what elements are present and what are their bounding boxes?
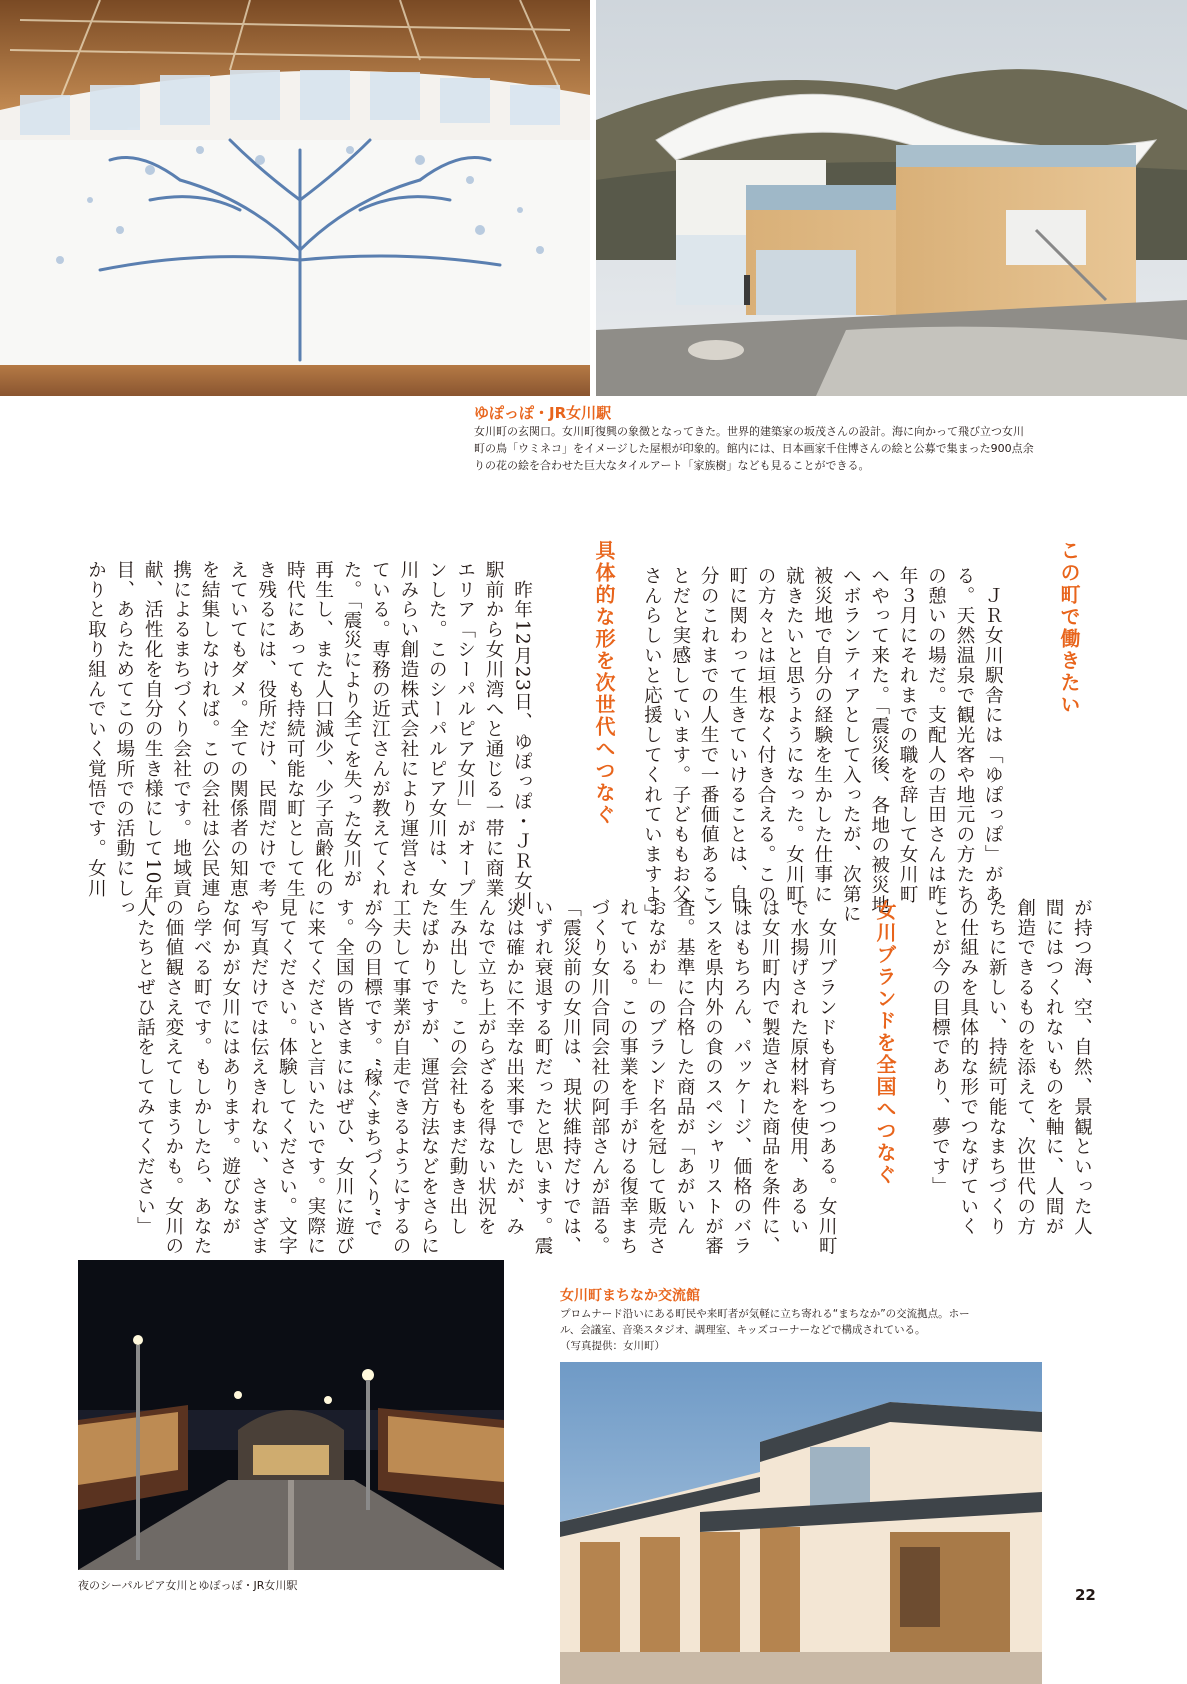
text-line: ことが今の目標であり、夢です」 xyxy=(929,898,951,1197)
text-line: かりと取り組んでいく覚悟です。女川 xyxy=(85,560,107,899)
text-line: 見てください。体験してください。文字 xyxy=(276,898,298,1257)
text-line: す。全国の皆さまにはぜひ、女川に遊び xyxy=(333,898,355,1257)
right-caption-title: 女川町まちなか交流館 xyxy=(560,1288,700,1304)
text-line: エリア「シーパルピア女川」がオープ xyxy=(454,560,476,899)
text-line: 女川ブランドも育ちつつある。女川町 xyxy=(816,898,838,1257)
heading-work-here: この町で働きたい xyxy=(1057,540,1081,716)
caption-line: （写真提供：女川町） xyxy=(560,1340,665,1352)
caption-line: ル、会議室、音楽スタジオ、調理室、キッズコーナーなどで構成されている。 xyxy=(560,1324,926,1336)
caption-line: りの花の絵を合わせた巨大なタイルアート「家族樹」なども見ることができる。 xyxy=(474,459,870,472)
text-line: 川みらい創造株式会社により運営され xyxy=(397,560,419,899)
text-line: 年３月にそれまでの職を辞して女川町 xyxy=(897,566,919,905)
text-line: えていてもダメ。全ての関係者の知恵 xyxy=(227,560,249,899)
text-line: ている。専務の近江さんが教えてくれ xyxy=(369,560,391,899)
text-line: 災は確かに不幸な出来事でしたが、み xyxy=(503,898,525,1237)
night-photo-caption: 夜のシーパルピア女川とゆぽっぽ・JR女川駅 xyxy=(78,1579,298,1592)
text-line: とだと実感しています。子どももお父 xyxy=(669,566,691,905)
text-line: の方々とは垣根なく付き合える。この xyxy=(755,566,777,905)
text-line: 昨年12月23日、ゆぽっぽ・ＪＲ女川 xyxy=(511,560,533,912)
community-hall-photo xyxy=(560,1362,1042,1684)
station-building-photo xyxy=(596,0,1187,396)
text-line: 間にはつくれないものを軸に、人間が xyxy=(1043,898,1065,1237)
text-line: んなで立ち上がらざるを得ない状況を xyxy=(475,898,497,1237)
text-line: 駅前から女川湾へと通じる一帯に商業 xyxy=(483,560,505,899)
page-number: 22 xyxy=(1075,1586,1096,1604)
text-line: 時代にあっても持続可能な町として生 xyxy=(284,560,306,899)
text-line: で水揚げされた原材料を使用、あるい xyxy=(787,898,809,1237)
text-line: の仕組みを具体的な形でつなげていく xyxy=(957,898,979,1237)
text-line: き残るには、役所だけ、民間だけで考 xyxy=(255,560,277,899)
text-line: さんらしいと応援してくれていますよ」 xyxy=(641,566,663,925)
text-line: は女川町内で製造された商品を条件に、 xyxy=(759,898,781,1257)
text-line: 創造できるものを添えて、次世代の方 xyxy=(1014,898,1036,1237)
text-line: や写真だけでは伝えきれない、さまざま xyxy=(248,898,270,1257)
text-line: 査。基準に合格した商品が「あがいん xyxy=(674,898,696,1237)
text-line: 「震災前の女川は、現状維持だけでは、 xyxy=(560,898,582,1257)
text-line: 分のこれまでの人生で一番価値あるこ xyxy=(698,566,720,905)
text-line: おながわ」のブランド名を冠して販売さ xyxy=(645,898,667,1257)
upper-paragraph-2 xyxy=(81,560,536,919)
text-line: へやって来た。「震災後、各地の被災地 xyxy=(868,566,890,915)
text-line: ンスを県内外の食のスペシャリストが審 xyxy=(702,898,724,1257)
heading-next-generation: 具体的な形を次世代へつなぐ xyxy=(592,540,616,826)
text-line: 工夫して事業が自走できるようにするの xyxy=(390,898,412,1257)
text-line: 人たちとぜひ話をしてみてください」 xyxy=(134,898,156,1237)
text-line: た。「震災により全てを失った女川が xyxy=(341,560,363,889)
right-caption-body xyxy=(560,1306,970,1354)
text-line: いずれ衰退する町だったと思います。震 xyxy=(532,898,554,1257)
text-line: 町に関わって生きていけることは、自 xyxy=(726,566,748,905)
text-line: 再生し、また人口減少、少子高齢化の xyxy=(312,560,334,899)
text-line: な何かが女川にはあります。遊びなが xyxy=(219,898,241,1237)
lower-paragraph-1 xyxy=(925,898,1095,1237)
top-caption-body xyxy=(474,423,1034,474)
text-line: づくり女川合同会社の阿部さんが語る。 xyxy=(588,898,610,1257)
text-line: に来てくださいと言いたいです。実際に xyxy=(304,898,326,1257)
tile-art-photo xyxy=(0,0,590,396)
top-caption-title: ゆぽっぽ・JR女川駅 xyxy=(474,404,612,422)
text-line: たばかりですが、運営方法などをさらに xyxy=(418,898,440,1257)
text-line: れている。この事業を手がける復幸まち xyxy=(617,898,639,1257)
caption-line: 町の鳥「ウミネコ」をイメージした屋根が印象的。館内には、日本画家千住博さんの絵と公募で集まった900点余 xyxy=(474,442,1034,455)
text-line: 携によるまちづくり会社です。地域貢 xyxy=(170,560,192,899)
upper-paragraph-1 xyxy=(637,566,1006,925)
text-line: 目、あらためてこの場所での活動にしっ xyxy=(113,560,135,919)
text-line: る。天然温泉で観光客や地元の方たち xyxy=(953,566,975,905)
heading-brand: 女川ブランドを全国へつなぐ xyxy=(873,900,897,1186)
text-line: が持つ海、空、自然、景観といった人 xyxy=(1071,898,1093,1237)
text-line: を結集しなければ。この会社は公民連 xyxy=(199,560,221,899)
text-line: ンした。このシーパルピア女川は、女 xyxy=(426,560,448,899)
text-line: 生み出した。この会社もまだ動き出し xyxy=(446,898,468,1237)
text-line: 被災地で自分の経験を生かした仕事に xyxy=(811,566,833,905)
text-line: 就きたいと思うようになった。女川町 xyxy=(783,566,805,905)
text-line: ら学べる町です。もしかしたら、あなた xyxy=(191,898,213,1257)
text-line: の価値観さえ変えてしまうかも。女川の xyxy=(162,898,184,1257)
caption-line: 女川町の玄関口。女川町復興の象徴となってきた。世界的建築家の坂茂さんの設計。海に向かって飛び立つ女川 xyxy=(474,425,1024,438)
text-line: たちに新しい、持続可能なまちづくり xyxy=(986,898,1008,1237)
text-line: が今の目標です。“稼ぐまちづくり”で xyxy=(361,898,383,1239)
text-line: 味はもちろん、パッケージ、価格のバラ xyxy=(730,898,752,1257)
caption-line: プロムナード沿いにある町民や来町者が気軽に立ち寄れる“まちなか”の交流拠点。ホー xyxy=(560,1308,970,1320)
text-line: ＪＲ女川駅舎には「ゆぽっぽ」があ xyxy=(982,566,1004,905)
night-plaza-photo xyxy=(78,1260,504,1570)
text-line: の憩いの場だ。支配人の吉田さんは昨 xyxy=(925,566,947,905)
text-line: へボランティアとして入ったが、次第に xyxy=(840,566,862,925)
lower-paragraph-2 xyxy=(130,898,840,1257)
text-line: 献、活性化を自分の生き様にして10年 xyxy=(142,560,164,905)
